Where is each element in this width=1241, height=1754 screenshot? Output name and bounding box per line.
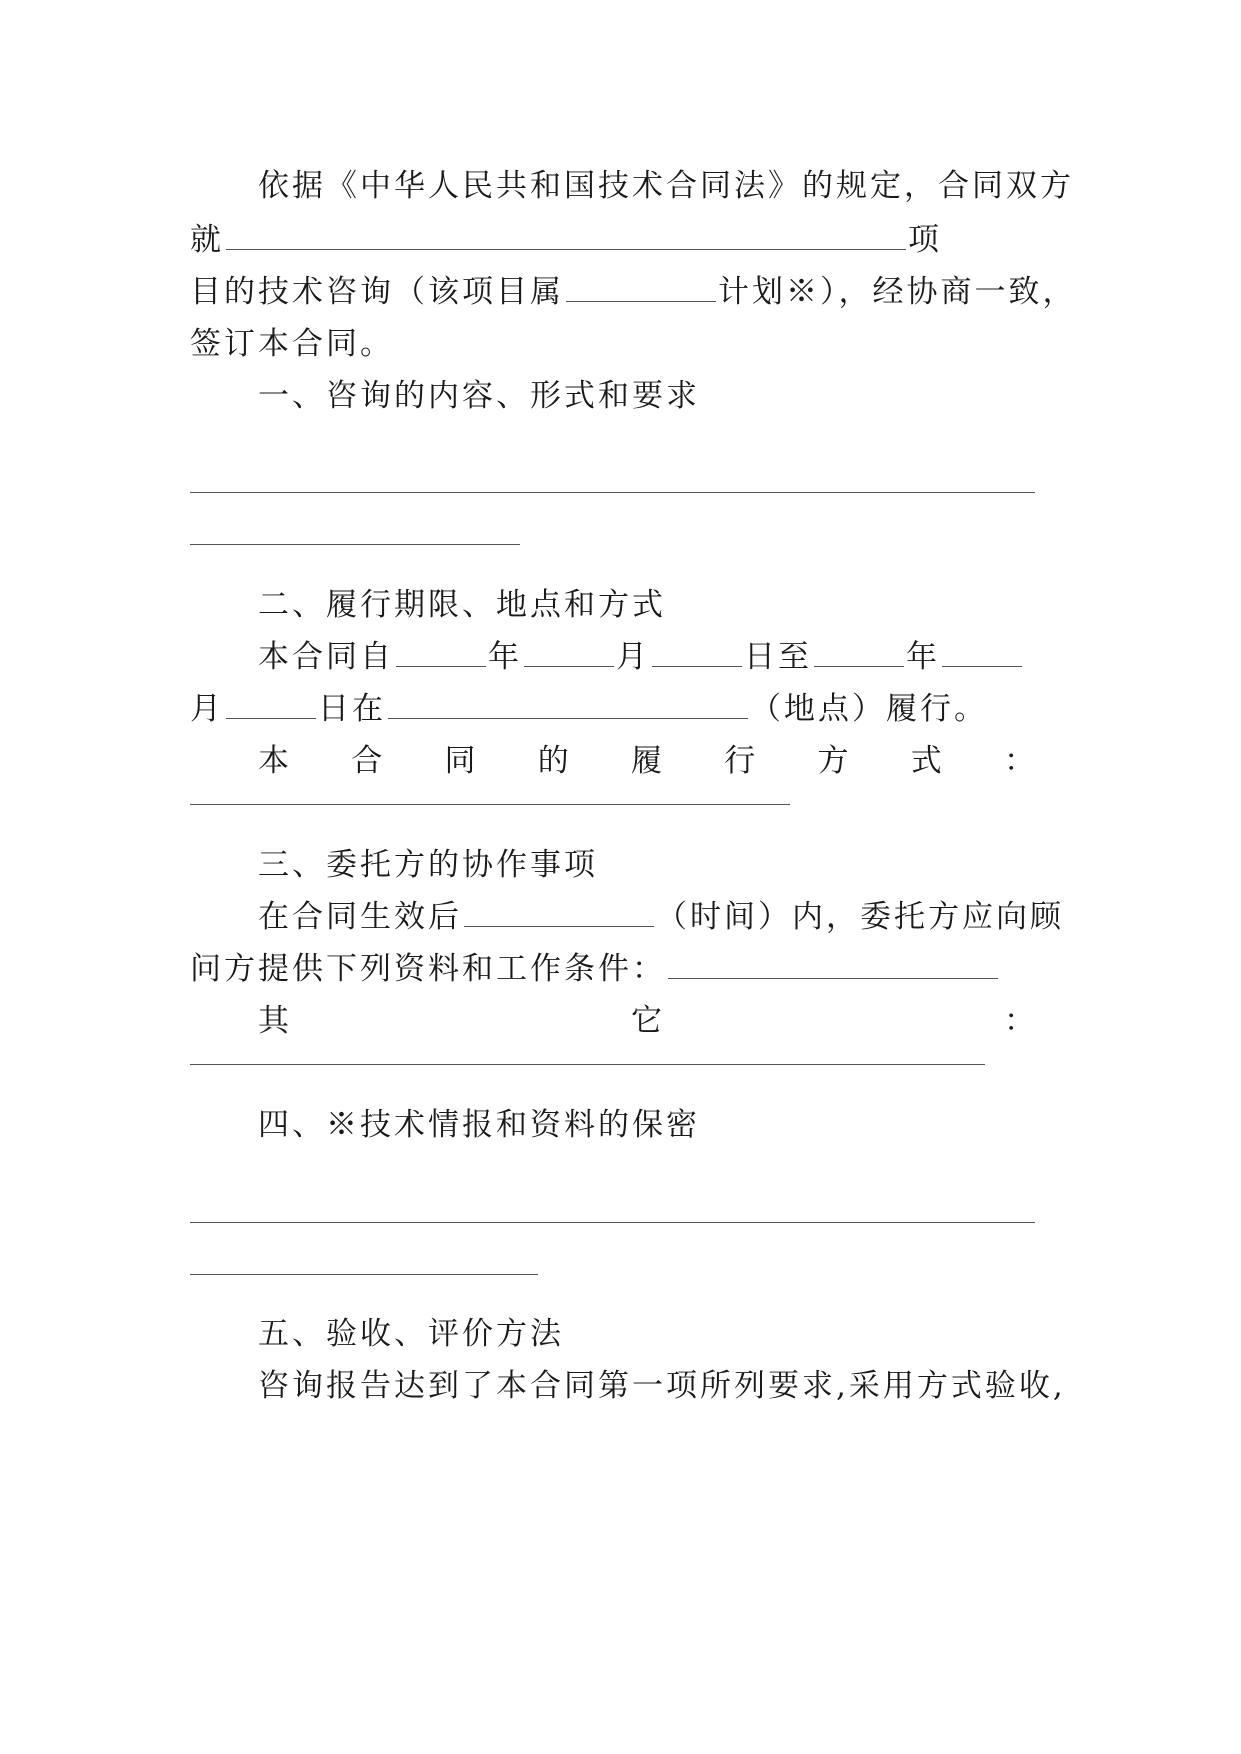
start-year-blank[interactable]: [396, 638, 486, 667]
method-char-8: 式: [910, 743, 945, 779]
method-char-3: 同: [444, 743, 479, 779]
intro-text-1: 依据《中华人民共和国技术合同法》的规定，合同双方: [258, 168, 1074, 204]
place-day-at-label: 日在: [318, 691, 386, 727]
section-5-line-1-text: 咨询报告达到了本合同第一项所列要求,采用方式验收,: [258, 1368, 1066, 1404]
intro-text-2-start: 就: [190, 222, 224, 258]
section-4-blank-line-2[interactable]: [190, 1274, 538, 1275]
method-char-9: ：: [1004, 743, 1038, 779]
section-2-place-line: [190, 689, 1070, 729]
section-2-heading: [258, 585, 1070, 625]
end-month-blank[interactable]: [942, 638, 1022, 667]
place-suffix: （地点）履行。: [750, 691, 988, 727]
section-1-blank-line-2[interactable]: [190, 544, 520, 545]
intro-line-3: [190, 272, 1077, 312]
intro-text-4: 签订本合同。: [190, 326, 394, 362]
section-2-date-line: [258, 637, 1070, 677]
place-blank[interactable]: [388, 690, 748, 719]
section-3-line-1-start: 在合同生效后: [258, 899, 462, 935]
section-3-line-2-text: 问方提供下列资料和工作条件：: [190, 951, 666, 987]
section-5-heading-text: 五、验收、评价方法: [258, 1316, 564, 1352]
materials-blank[interactable]: [668, 950, 998, 979]
method-blank-line[interactable]: [190, 804, 790, 805]
section-3-line-1-end: （时间）内，委托方应向顾: [656, 899, 1064, 935]
section-5-heading: [258, 1314, 1070, 1354]
year-label: 年: [488, 639, 522, 675]
section-3-other-line: [258, 1001, 1038, 1041]
time-blank[interactable]: [464, 898, 654, 927]
section-5-line-1: [258, 1366, 1078, 1406]
other-char-2: 它: [631, 1003, 665, 1039]
section-3-heading-text: 三、委托方的协作事项: [258, 847, 598, 883]
other-char-1: 其: [258, 1003, 292, 1039]
other-blank-line[interactable]: [190, 1064, 985, 1065]
start-day-blank[interactable]: [652, 638, 742, 667]
intro-line-1: [258, 166, 1074, 206]
intro-text-2-end: 项: [908, 222, 942, 258]
section-3-line-2: [190, 949, 1070, 989]
section-2-heading-text: 二、履行期限、地点和方式: [258, 587, 666, 623]
method-char-4: 的: [537, 743, 572, 779]
year2-label: 年: [906, 639, 940, 675]
method-char-5: 履: [631, 743, 665, 779]
date-prefix: 本合同自: [258, 639, 394, 675]
start-month-blank[interactable]: [524, 638, 614, 667]
day-to-label: 日至: [744, 639, 812, 675]
month-label: 月: [616, 639, 650, 675]
method-char-6: 行: [724, 743, 759, 779]
section-4-blank-line-1[interactable]: [190, 1222, 1035, 1223]
intro-line-2: [190, 220, 1070, 260]
end-day-blank[interactable]: [226, 690, 316, 719]
intro-line-4: [190, 324, 1070, 364]
other-char-3: ：: [1004, 1003, 1038, 1039]
method-char-7: 方: [817, 743, 852, 779]
section-2-method-line: [258, 741, 1038, 781]
section-4-heading: [258, 1105, 1070, 1145]
section-3-heading: [258, 845, 1070, 885]
intro-text-3-end: 计划※），经协商一致，: [718, 274, 1077, 310]
section-1-blank-line-1[interactable]: [190, 492, 1035, 493]
end-year-blank[interactable]: [814, 638, 904, 667]
place-month-label: 月: [190, 691, 224, 727]
method-char-2: 合: [351, 743, 386, 779]
method-char-1: 本: [258, 743, 292, 779]
section-1-heading: [258, 376, 1070, 416]
section-3-line-1: [258, 897, 1070, 937]
section-1-heading-text: 一、咨询的内容、形式和要求: [258, 378, 700, 414]
plan-name-blank[interactable]: [566, 273, 716, 302]
section-4-heading-text: 四、※技术情报和资料的保密: [258, 1107, 700, 1143]
intro-text-3-start: 目的技术咨询（该项目属: [190, 274, 564, 310]
project-name-blank[interactable]: [226, 221, 906, 250]
